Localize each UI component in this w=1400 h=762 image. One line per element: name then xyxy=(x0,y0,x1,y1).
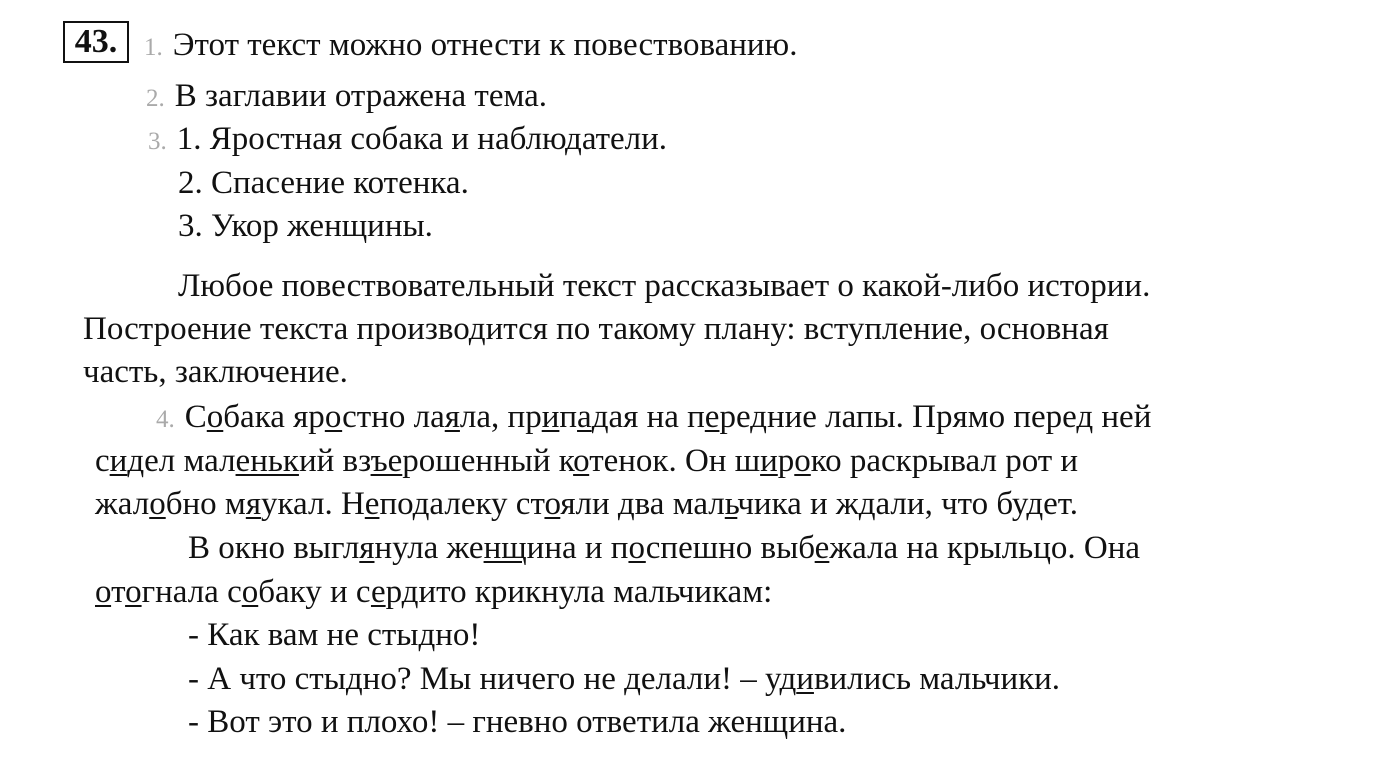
underlined-letter: о xyxy=(794,443,811,479)
paragraph-line-1: Любое повествовательный текст рассказывает о какой-либо истории. xyxy=(178,268,1151,304)
underlined-letter: о xyxy=(125,574,142,610)
text-segment: ко раскрывал рот и xyxy=(810,443,1079,479)
text-segment: ий вз xyxy=(298,443,371,479)
story-line xyxy=(95,572,772,612)
text-segment: рошенный к xyxy=(402,443,574,479)
underlined-letter: еньк xyxy=(235,443,299,479)
text-segment: - А что стыдно? Мы ничего не делали! – уд xyxy=(188,661,797,697)
text-segment: бака яр xyxy=(223,399,325,435)
underlined-letter: е xyxy=(370,574,386,610)
item-marker: 3. xyxy=(148,128,167,155)
paragraph-line-2: Построение текста производится по такому плану: вступление, основная xyxy=(83,311,1109,347)
text-segment: укал. Н xyxy=(261,486,365,522)
item-text: Этот текст можно отнести к повествованию. xyxy=(172,27,798,63)
underlined-letter: о xyxy=(544,486,561,522)
text-segment: жала на крыльцо. Она xyxy=(829,530,1141,566)
underlined-letter: о xyxy=(324,399,343,435)
plan-point-2: 2. Спасение котенка. xyxy=(178,165,469,201)
text-segment: нула же xyxy=(374,530,484,566)
underlined-letter: о xyxy=(628,530,646,566)
paragraph-line-3: часть, заключение. xyxy=(83,354,348,390)
text-segment: баку и с xyxy=(258,574,371,610)
text-segment: п xyxy=(559,399,578,435)
text-segment: редние лапы. Прямо перед ней xyxy=(719,399,1152,435)
text-segment: р xyxy=(777,443,795,479)
text-segment: ина и п xyxy=(526,530,629,566)
text-segment: ла, пр xyxy=(459,399,542,435)
item-marker: 1. xyxy=(144,34,163,61)
text-segment: т xyxy=(111,574,126,610)
text-segment: яли два мал xyxy=(560,486,725,522)
story-line xyxy=(95,484,1078,524)
dialogue-line xyxy=(188,659,1060,699)
item-marker: 2. xyxy=(146,85,165,112)
text-segment: спешно выб xyxy=(645,530,815,566)
story-line xyxy=(95,441,1078,481)
underlined-letter: е xyxy=(704,399,720,435)
underlined-letter: о xyxy=(573,443,590,479)
text-segment: - Как вам не стыдно! xyxy=(188,617,481,653)
text-segment: гнала с xyxy=(141,574,242,610)
underlined-letter: и xyxy=(760,443,778,479)
underlined-letter: ъе xyxy=(370,443,403,479)
underlined-letter: о xyxy=(241,574,259,610)
text-segment: жал xyxy=(95,486,150,522)
underlined-letter: е xyxy=(814,530,830,566)
dialogue-line xyxy=(188,615,480,655)
underlined-letter: я xyxy=(359,530,375,566)
underlined-letter: нщ xyxy=(483,530,527,566)
text-segment: В окно выгл xyxy=(188,530,360,566)
dialogue-line xyxy=(188,702,846,742)
underlined-letter: я xyxy=(245,486,261,522)
text-segment: вились мальчики. xyxy=(813,661,1061,697)
item-4-line-1 xyxy=(156,397,1151,440)
text-segment: дая на п xyxy=(591,399,705,435)
text-segment: стно ла xyxy=(342,399,445,435)
item-marker: 4. xyxy=(156,406,175,433)
text-segment: рдито крикнула мальчикам: xyxy=(385,574,773,610)
item-2 xyxy=(146,76,547,119)
item-3 xyxy=(148,119,667,162)
text-segment: - Вот это и плохо! – гневно ответила женщина. xyxy=(188,704,847,740)
text-segment: подалеку ст xyxy=(379,486,545,522)
underlined-letter: о xyxy=(149,486,166,522)
exercise-number: 43. xyxy=(63,21,129,63)
underlined-letter: и xyxy=(541,399,560,435)
text-segment: тенок. Он ш xyxy=(589,443,761,479)
plan-point-3: 3. Укор женщины. xyxy=(178,208,433,244)
item-text: В заглавии отражена тема. xyxy=(174,78,548,114)
text-segment: бно м xyxy=(165,486,246,522)
item-text: 1. Яростная собака и наблюдатели. xyxy=(176,121,668,157)
text-segment: дел мал xyxy=(127,443,236,479)
underlined-letter: а xyxy=(577,399,592,435)
text-segment: с xyxy=(95,443,110,479)
underlined-letter: о xyxy=(206,399,224,435)
underlined-letter: е xyxy=(364,486,380,522)
underlined-letter: и xyxy=(796,661,814,697)
underlined-letter: о xyxy=(95,574,112,610)
item-1 xyxy=(144,25,797,68)
story-line xyxy=(188,528,1140,568)
text-segment: С xyxy=(184,399,207,435)
underlined-letter: и xyxy=(109,443,128,479)
underlined-letter: ь xyxy=(724,486,738,522)
text-segment: чика и ждали, что будет. xyxy=(737,486,1078,522)
underlined-letter: я xyxy=(444,399,460,435)
story-line xyxy=(185,399,1152,435)
